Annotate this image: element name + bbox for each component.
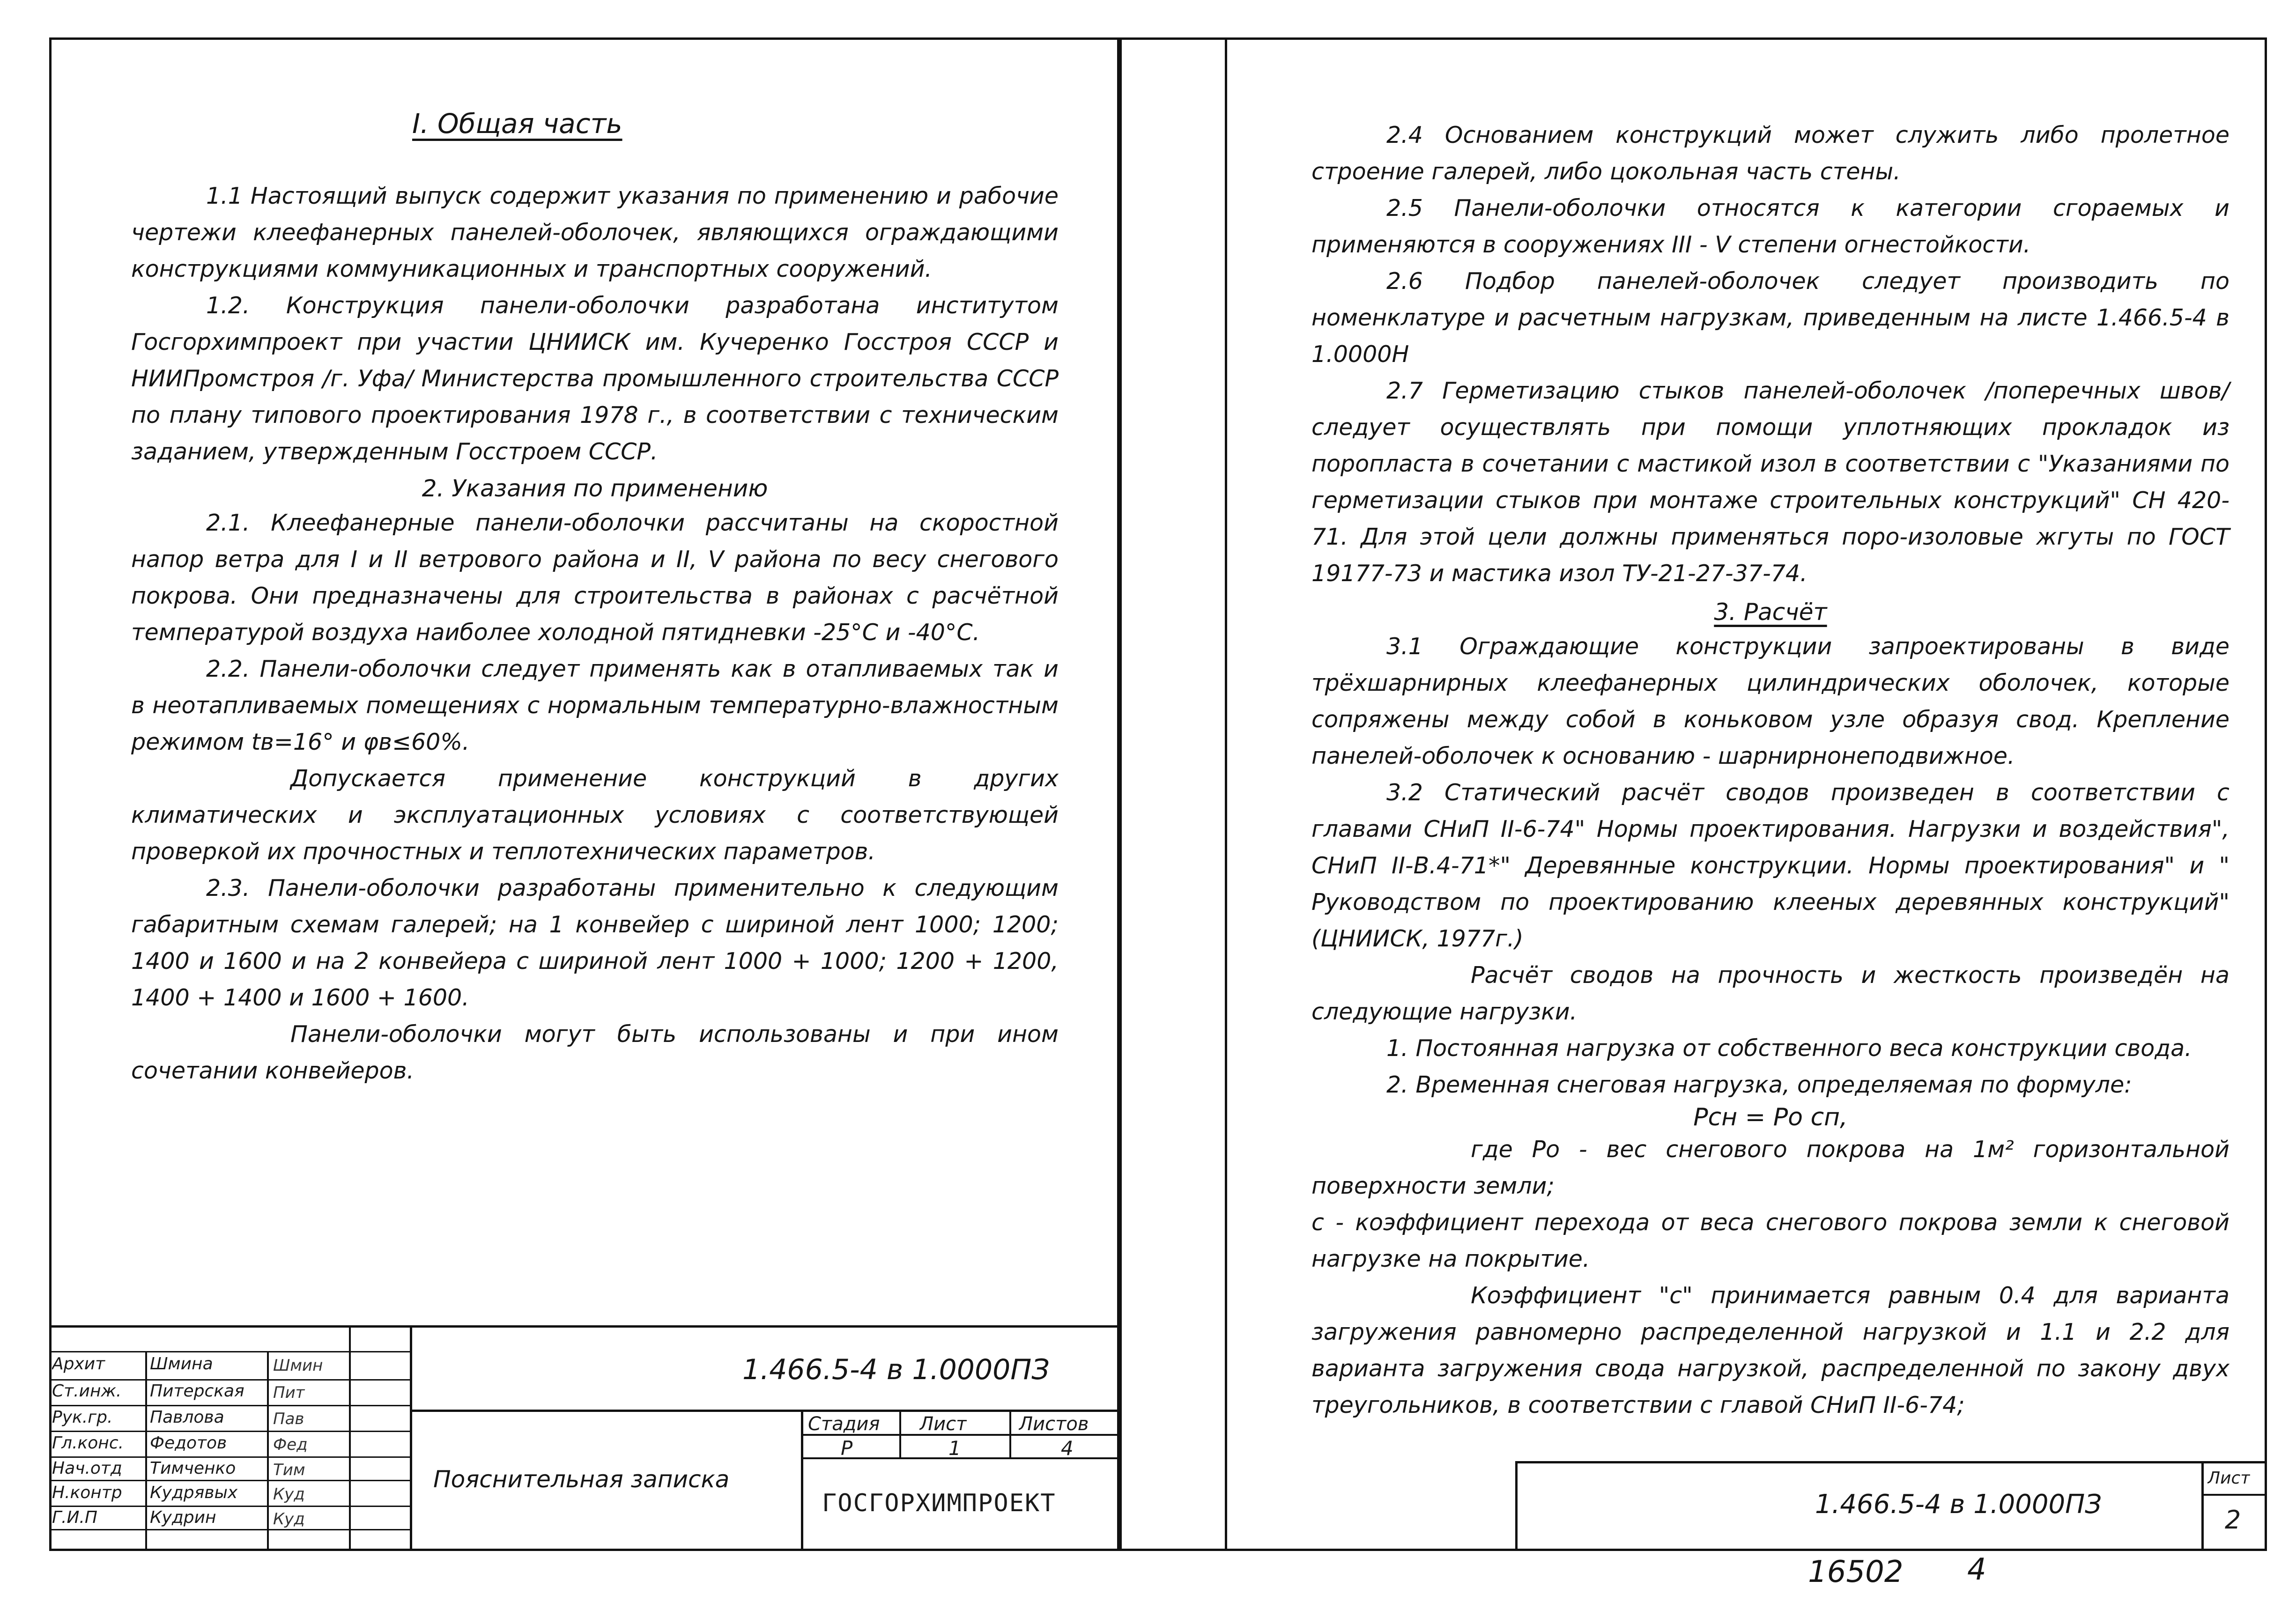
section-3-heading: 3. Расчёт bbox=[1714, 598, 1827, 626]
stamp-role-4: Нач.отд bbox=[52, 1459, 122, 1478]
paragraph-2-3: 2.3. Панели-оболочки разработаны применительно к следующим габаритным схемам галерей; на 1 конвейер с шириной лент 1000; 1200; 1400 и 1600 и на 2 конвейера с шириной лент 1000 + 1000; 1200 + 1200, 1400 + 1400 и 1600 + 1600. bbox=[131, 875, 1059, 1011]
page-number: 4 bbox=[1967, 1552, 1986, 1587]
right-stamp-document-code: 1.466.5-4 в 1.0000ПЗ bbox=[1815, 1489, 2102, 1520]
stamp-sign-6: Куд bbox=[273, 1510, 305, 1529]
paragraph-1-1: 1.1 Настоящий выпуск содержит указания по применению и рабочие чертежи клеефанерных панелей-оболочек, являющихся ограждающими конструкциями коммуникационных и транспортных сооружений. bbox=[131, 183, 1059, 282]
paragraph-3-2-loads: Расчёт сводов на прочность и жесткость произведён на следующие нагрузки. bbox=[1311, 962, 2229, 1025]
paragraph-2-3-note: Панели-оболочки могут быть использованы и при ином сочетании конвейеров. bbox=[131, 1021, 1059, 1084]
stamp-sheet-value: 1 bbox=[948, 1437, 961, 1460]
stamp-sheet-header: Лист bbox=[919, 1413, 967, 1435]
stamp-document-title: Пояснительная записка bbox=[433, 1466, 730, 1493]
stamp-sign-2: Пав bbox=[273, 1410, 304, 1428]
stamp-name-2: Павлова bbox=[150, 1408, 224, 1427]
right-sheet-inner-margin bbox=[1225, 37, 1227, 1551]
stamp-sign-0: Шмин bbox=[273, 1356, 323, 1375]
stamp-role-0: Архит bbox=[52, 1354, 105, 1374]
right-stamp-sheet-number: 2 bbox=[2225, 1505, 2241, 1535]
paragraph-2-4: 2.4 Основанием конструкций может служить либо пролетное строение галерей, либо цокольная часть стены. bbox=[1311, 122, 2229, 185]
stamp-sign-4: Тим bbox=[273, 1461, 305, 1479]
coefficient-paragraph: Коэффициент "с" принимается равным 0.4 для варианта загружения равномерно распределенной нагрузкой и 1.1 и 2.2 для варианта загружения свода нагрузкой, распределенной по закону двух треугольников, в соответствии с главой СНиП II-6-74; bbox=[1311, 1282, 2229, 1418]
stamp-name-6: Кудрин bbox=[150, 1508, 216, 1527]
stamp-sign-5: Куд bbox=[273, 1485, 305, 1504]
paragraph-load-2: 2. Временная снеговая нагрузка, определяемая по формуле: bbox=[1386, 1071, 2132, 1098]
paragraph-2-1: 2.1. Клеефанерные панели-оболочки рассчитаны на скоростной напор ветра для I и II ветрового района и II, V района по весу снегового покрова. Они предназначены для строительства в районах с расчётной температурой воздуха наиболее холодной пятидневки -25°С и -40°С. bbox=[131, 510, 1059, 646]
stamp-stage-header: Стадия bbox=[808, 1413, 880, 1435]
left-text-block bbox=[131, 178, 1059, 1089]
section-2-heading: 2. Указания по применению bbox=[422, 475, 768, 502]
stamp-stage-value: Р bbox=[841, 1437, 853, 1460]
page-title: I. Общая часть bbox=[412, 108, 622, 140]
snow-load-formula: Рсн = Ро сп, bbox=[1693, 1103, 1848, 1131]
stamp-name-0: Шмина bbox=[150, 1354, 213, 1374]
paragraph-3-1: 3.1 Ограждающие конструкции запроектированы в виде трёхшарнирных клеефанерных цилиндрических оболочек, которые сопряжены между собой в коньковом узле образуя свод. Крепление панелей-оболочек к основанию - шарнирнонеподвижное. bbox=[1311, 633, 2229, 769]
stamp-role-5: Н.контр bbox=[52, 1483, 122, 1502]
stamp-sign-1: Пит bbox=[273, 1383, 305, 1402]
archive-number: 16502 bbox=[1808, 1555, 1903, 1589]
formula-explanation-c: с - коэффициент перехода от веса снегового покрова земли к снеговой нагрузке на покрытие. bbox=[1311, 1209, 2229, 1272]
right-text-block bbox=[1311, 117, 2229, 1424]
stamp-role-1: Ст.инж. bbox=[52, 1381, 122, 1401]
stamp-name-3: Федотов bbox=[150, 1433, 227, 1453]
stamp-role-6: Г.И.П bbox=[52, 1508, 97, 1527]
stamp-name-1: Питерская bbox=[150, 1381, 244, 1401]
paragraph-3-2: 3.2 Статический расчёт сводов произведен в соответствии с главами СНиП II-6-74" Нормы проектирования. Нагрузки и воздействия", СНиП II-В.4-71*" Деревянные конструкции. Нормы проектирования" и " Руководством по проектированию клееных деревянных конструкций" (ЦНИИСК, 1977г.) bbox=[1311, 779, 2229, 952]
paragraph-2-7: 2.7 Герметизацию стыков панелей-оболочек /поперечных швов/ следует осуществлять при помощи уплотняющих прокладок из поропласта в сочетании с мастикой изол в соответствии с "Указаниями по герметизации стыков при монтаже строительных конструкций" СН 420-71. Для этой цели должны применяться поро-изоловые жгуты по ГОСТ 19177-73 и мастика изол ТУ-21-27-37-74. bbox=[1311, 377, 2229, 587]
stamp-role-2: Рук.гр. bbox=[52, 1408, 113, 1427]
stamp-organization: ГОСГОРХИМПРОЕКТ bbox=[822, 1489, 1056, 1517]
stamp-document-code: 1.466.5-4 в 1.0000ПЗ bbox=[742, 1353, 1050, 1386]
right-title-block bbox=[1515, 1461, 2267, 1551]
formula-explanation-p0: где Ро - вес снегового покрова на 1м² горизонтальной поверхности земли; bbox=[1311, 1136, 2229, 1199]
right-stamp-sheet-label: Лист bbox=[2207, 1469, 2251, 1488]
stamp-sheets-header: Листов bbox=[1019, 1413, 1089, 1435]
title-block bbox=[49, 1325, 1122, 1551]
paragraph-2-2: 2.2. Панели-оболочки следует применять как в отапливаемых так и в неотапливаемых помещениях с нормальным температурно-влажностным режимом tв=16° и φв≤60%. bbox=[131, 656, 1059, 755]
paragraph-2-6: 2.6 Подбор панелей-оболочек следует производить по номенклатуре и расчетным нагрузкам, приведенным на листе 1.466.5-4 в 1.0000Н bbox=[1311, 268, 2229, 368]
stamp-sign-3: Фед bbox=[273, 1435, 308, 1454]
paragraph-2-5: 2.5 Панели-оболочки относятся к категории сгораемых и применяются в сооружениях III - V степени огнестойкости. bbox=[1311, 195, 2229, 258]
paragraph-1-2: 1.2. Конструкция панели-оболочки разработана институтом Гоcгорхимпроект при участии ЦНИИСК им. Кучеренко Госстроя СССР и НИИПромстроя /г. Уфа/ Министерства промышленного строительства СССР по плану типового проектирования 1978 г., в соответствии с техническим заданием, утвержденным Госстроем СССР. bbox=[131, 292, 1059, 465]
stamp-role-3: Гл.конс. bbox=[52, 1433, 124, 1453]
paragraph-load-1: 1. Постоянная нагрузка от собственного веса конструкции свода. bbox=[1386, 1035, 2192, 1062]
stamp-sheets-value: 4 bbox=[1061, 1437, 1074, 1460]
paragraph-2-2-note: Допускается применение конструкций в других климатических и эксплуатационных условиях с соответствующей проверкой их прочностных и теплотехнических параметров. bbox=[131, 765, 1059, 865]
stamp-name-5: Кудрявых bbox=[150, 1483, 238, 1502]
stamp-name-4: Тимченко bbox=[150, 1459, 236, 1478]
